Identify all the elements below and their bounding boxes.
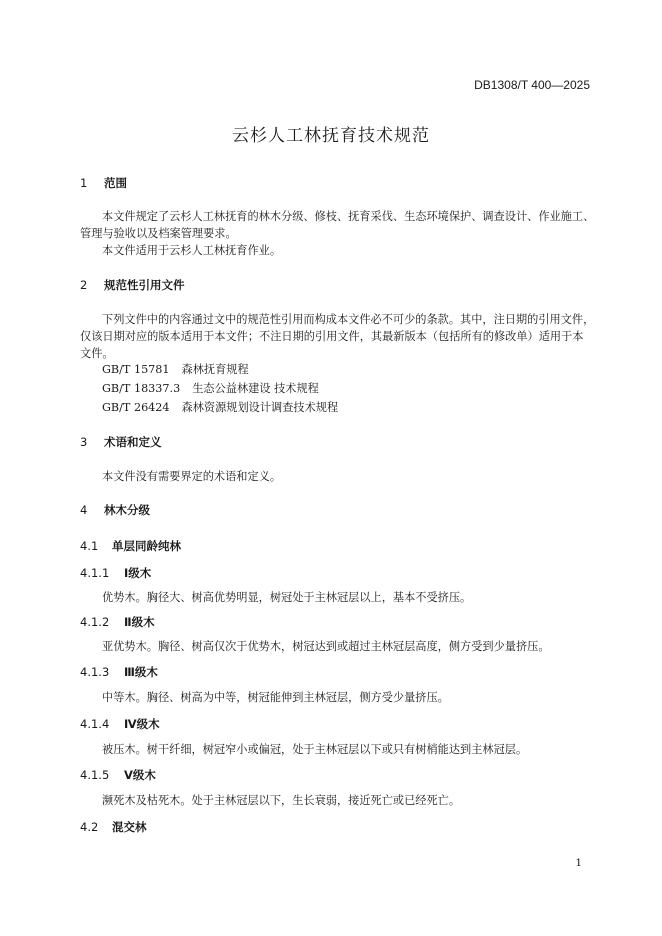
subsection-4-1-heading <box>80 538 181 554</box>
document-code: DB1308/T 400—2025 <box>474 78 590 92</box>
normative-reference <box>102 380 319 396</box>
document-title: 云杉人工林抚育技术规范 <box>232 126 430 146</box>
page-number: 1 <box>575 857 582 869</box>
reference-code: GB/T 15781 <box>102 363 170 376</box>
section-2-heading <box>80 277 185 293</box>
section-title: 林木分级 <box>104 503 150 517</box>
section-1-para-2: 本文件适用于云杉人工林抚育作业。 <box>102 244 282 257</box>
reference-code: GB/T 26424 <box>102 401 170 414</box>
section-1-para-1-line-1: 本文件规定了云杉人工林抚育的林木分级、修枝、抚育采伐、生态环境保护、调查设计、作业施工、 <box>102 210 595 223</box>
section-title: 规范性引用文件 <box>104 278 185 292</box>
subsection-4-2-heading <box>80 819 147 835</box>
grade-1-heading <box>80 565 151 581</box>
grade-5-text: 濒死木及枯死木。处于主林冠层以下，生长衰弱，接近死亡或已经死亡。 <box>102 794 461 807</box>
section-title: 范围 <box>104 176 127 190</box>
grade-2-text: 亚优势木。胸径、树高仅次于优势木，树冠达到或超过主林冠层高度，侧方受到少量挤压。 <box>102 640 550 653</box>
section-number: 4.1.4 <box>80 717 110 731</box>
grade-3-text: 中等木。胸径、树高为中等，树冠能伸到主林冠层，侧方受少量挤压。 <box>102 691 449 704</box>
grade-2-heading <box>80 614 155 630</box>
section-number: 2 <box>80 278 88 292</box>
section-2-para-1-line-2: 仅该日期对应的版本适用于本文件；不注日期的引用文件，其最新版本（包括所有的修改单）适用于本 <box>80 330 584 343</box>
section-title: 术语和定义 <box>104 435 162 449</box>
section-3-para-1: 本文件没有需要界定的术语和定义。 <box>102 470 282 483</box>
section-title: Ⅲ级木 <box>124 665 158 679</box>
section-title: Ⅱ级木 <box>124 615 155 629</box>
reference-code: GB/T 18337.3 <box>102 382 181 395</box>
section-title: Ⅴ级木 <box>124 768 156 782</box>
section-number: 4.1.2 <box>80 615 110 629</box>
section-title: Ⅳ级木 <box>124 717 160 731</box>
section-4-heading <box>80 502 150 518</box>
section-title: 混交林 <box>112 820 147 834</box>
section-number: 4.1.5 <box>80 768 110 782</box>
section-2-para-1-line-1: 下列文件中的内容通过文中的规范性引用而构成本文件必不可少的条款。其中，注日期的引用文件， <box>102 313 595 326</box>
section-1-para-1-line-2: 管理与验收以及档案管理要求。 <box>80 227 237 240</box>
section-2-para-1-line-3: 文件。 <box>80 347 114 360</box>
section-title: Ⅰ级木 <box>124 566 152 580</box>
grade-5-heading <box>80 767 156 783</box>
grade-3-heading <box>80 664 158 680</box>
grade-4-text: 被压木。树干纤细，树冠窄小或偏冠，处于主林冠层以下或只有树梢能达到主林冠层。 <box>102 743 528 756</box>
section-1-heading <box>80 175 127 191</box>
section-number: 3 <box>80 435 88 449</box>
section-number: 4.1.1 <box>80 566 110 580</box>
section-title: 单层同龄纯林 <box>112 539 181 553</box>
section-number: 4.2 <box>80 820 99 834</box>
section-3-heading <box>80 434 162 450</box>
reference-title: 生态公益林建设 技术规程 <box>192 382 319 395</box>
section-number: 4.1 <box>80 539 99 553</box>
grade-4-heading <box>80 716 160 732</box>
reference-title: 森林资源规划设计调查技术规程 <box>181 401 339 414</box>
section-number: 4.1.3 <box>80 665 110 679</box>
grade-1-text: 优势木。胸径大、树高优势明显，树冠处于主林冠层以上，基本不受挤压。 <box>102 591 472 604</box>
normative-reference <box>102 361 249 377</box>
section-number: 4 <box>80 503 88 517</box>
section-number: 1 <box>80 176 88 190</box>
reference-title: 森林抚育规程 <box>181 363 249 376</box>
normative-reference <box>102 399 338 415</box>
